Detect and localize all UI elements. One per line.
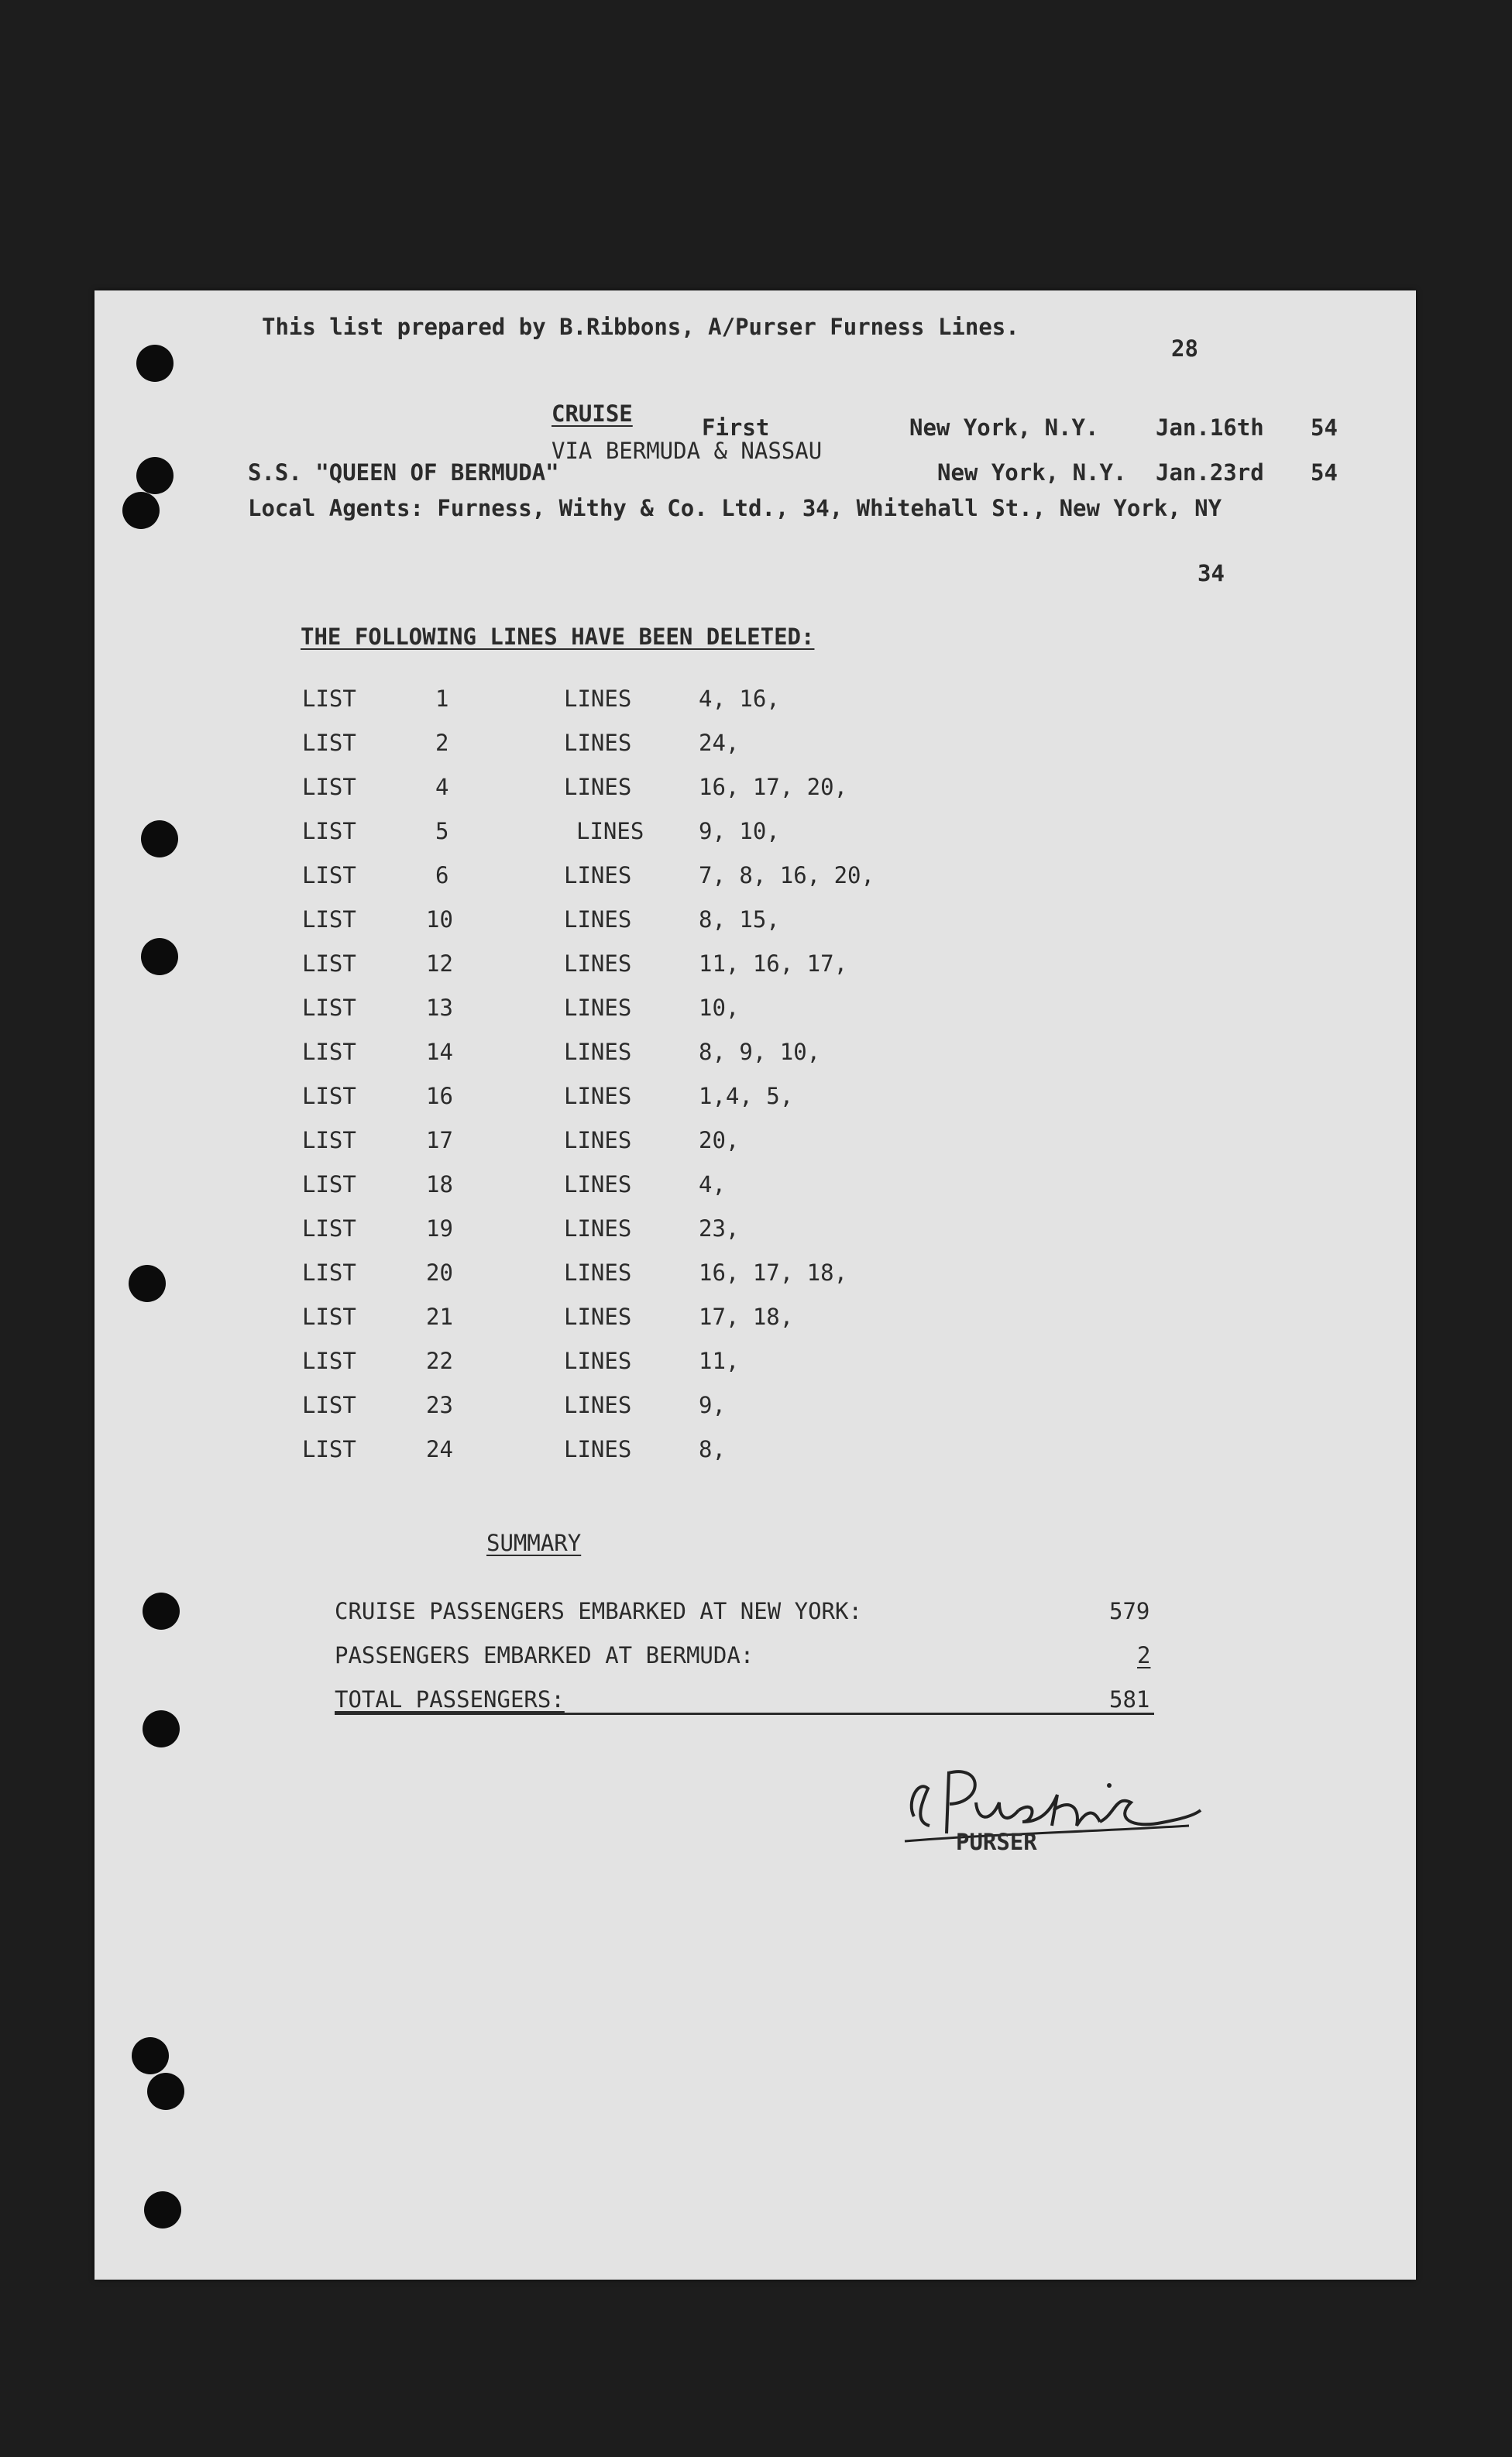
row-line-values: 7, 8, 16, 20,	[699, 862, 875, 888]
row-list-label: LIST	[302, 1039, 356, 1065]
row-list-label: LIST	[302, 818, 356, 844]
row-list-number: 17	[426, 1127, 453, 1153]
punch-hole	[136, 457, 174, 494]
row-list-number: 23	[426, 1392, 453, 1418]
return-place: New York, N.Y.	[937, 459, 1127, 486]
row-line-values: 23,	[699, 1215, 740, 1242]
punch-hole	[143, 1593, 180, 1630]
deleted-row	[94, 1127, 1024, 1158]
row-line-values: 4, 16,	[699, 686, 780, 712]
deleted-row	[94, 950, 1024, 981]
row-line-values: 8,	[699, 1436, 726, 1462]
row-list-label: LIST	[302, 1171, 356, 1198]
row-lines-label: LINES	[576, 818, 644, 844]
deleted-row	[94, 1039, 1024, 1070]
row-line-values: 16, 17, 20,	[699, 774, 848, 800]
purser-signature	[883, 1748, 1208, 1864]
row-line-values: 11,	[699, 1348, 740, 1374]
row-list-number: 19	[426, 1215, 453, 1242]
punch-hole	[144, 2191, 181, 2228]
document-page	[94, 290, 1416, 2280]
row-lines-label: LINES	[564, 686, 632, 712]
row-line-values: 10,	[699, 995, 740, 1021]
row-list-number: 10	[426, 906, 453, 933]
row-list-number: 22	[426, 1348, 453, 1374]
row-lines-label: LINES	[564, 862, 632, 888]
deleted-row	[94, 1392, 1024, 1423]
row-list-label: LIST	[302, 950, 356, 977]
row-list-number: 4	[435, 774, 449, 800]
row-line-values: 16, 17, 18,	[699, 1259, 848, 1286]
deleted-row	[94, 995, 1024, 1026]
row-list-number: 2	[435, 730, 449, 756]
row-lines-label: LINES	[564, 1259, 632, 1286]
total-rule	[335, 1713, 1154, 1715]
row-line-values: 8, 15,	[699, 906, 780, 933]
row-line-values: 24,	[699, 730, 740, 756]
page-number: 28	[1171, 335, 1198, 362]
row-line-values: 8, 9, 10,	[699, 1039, 821, 1065]
punch-hole	[136, 345, 174, 382]
return-date: Jan.23rd	[1156, 459, 1264, 486]
depart-year: 54	[1311, 414, 1338, 441]
row-list-label: LIST	[302, 774, 356, 800]
deleted-row	[94, 1436, 1024, 1467]
class-label: First	[702, 414, 770, 441]
row-list-label: LIST	[302, 1392, 356, 1418]
row-list-label: LIST	[302, 1348, 356, 1374]
row-lines-label: LINES	[564, 906, 632, 933]
row-line-values: 1,4, 5,	[699, 1083, 794, 1109]
prepared-by-line: This list prepared by B.Ribbons, A/Purser Furness Lines.	[262, 314, 1019, 340]
local-agents: Local Agents: Furness, Withy & Co. Ltd., 34, Whitehall St., New York, NY	[248, 495, 1222, 521]
row-lines-label: LINES	[564, 730, 632, 756]
depart-place: New York, N.Y.	[909, 414, 1099, 441]
row-list-number: 16	[426, 1083, 453, 1109]
summary-label-total: TOTAL PASSENGERS:	[335, 1686, 565, 1713]
row-lines-label: LINES	[564, 995, 632, 1021]
row-list-label: LIST	[302, 862, 356, 888]
row-lines-label: LINES	[564, 1171, 632, 1198]
row-list-label: LIST	[302, 906, 356, 933]
row-line-values: 4,	[699, 1171, 726, 1198]
row-list-label: LIST	[302, 730, 356, 756]
return-year: 54	[1311, 459, 1338, 486]
deleted-row	[94, 818, 1024, 849]
sheet-number: 34	[1198, 560, 1225, 586]
punch-hole	[147, 2073, 184, 2110]
deleted-row	[94, 1215, 1024, 1246]
row-lines-label: LINES	[564, 1304, 632, 1330]
deleted-row	[94, 1259, 1024, 1290]
punch-hole	[132, 2037, 169, 2074]
row-list-number: 24	[426, 1436, 453, 1462]
summary-value-total: 581	[1109, 1686, 1150, 1713]
row-list-number: 13	[426, 995, 453, 1021]
row-list-label: LIST	[302, 1436, 356, 1462]
row-list-number: 21	[426, 1304, 453, 1330]
row-line-values: 17, 18,	[699, 1304, 794, 1330]
deleted-row	[94, 862, 1024, 893]
row-lines-label: LINES	[564, 1215, 632, 1242]
row-lines-label: LINES	[564, 1436, 632, 1462]
punch-hole	[143, 1710, 180, 1747]
row-list-number: 1	[435, 686, 449, 712]
row-lines-label: LINES	[564, 1348, 632, 1374]
row-list-label: LIST	[302, 1304, 356, 1330]
punch-hole	[122, 492, 160, 529]
row-lines-label: LINES	[564, 950, 632, 977]
row-lines-label: LINES	[564, 1392, 632, 1418]
deleted-row	[94, 686, 1024, 716]
row-line-values: 9, 10,	[699, 818, 780, 844]
row-line-values: 20,	[699, 1127, 740, 1153]
cruise-label: CRUISE	[552, 400, 633, 427]
row-list-label: LIST	[302, 1083, 356, 1109]
row-list-label: LIST	[302, 1127, 356, 1153]
deleted-row	[94, 1348, 1024, 1379]
row-list-number: 5	[435, 818, 449, 844]
row-list-label: LIST	[302, 1215, 356, 1242]
row-list-number: 20	[426, 1259, 453, 1286]
deleted-row	[94, 730, 1024, 761]
summary-label-new-york: CRUISE PASSENGERS EMBARKED AT NEW YORK:	[335, 1598, 862, 1624]
deleted-row	[94, 1304, 1024, 1335]
row-list-number: 6	[435, 862, 449, 888]
deleted-row	[94, 906, 1024, 937]
depart-date: Jan.16th	[1156, 414, 1264, 441]
deleted-row	[94, 1083, 1024, 1114]
summary-heading: SUMMARY	[486, 1530, 582, 1556]
deleted-row	[94, 1171, 1024, 1202]
row-line-values: 11, 16, 17,	[699, 950, 848, 977]
row-lines-label: LINES	[564, 774, 632, 800]
summary-label-bermuda: PASSENGERS EMBARKED AT BERMUDA:	[335, 1642, 754, 1668]
row-lines-label: LINES	[564, 1039, 632, 1065]
row-lines-label: LINES	[564, 1127, 632, 1153]
row-list-number: 14	[426, 1039, 453, 1065]
deleted-row	[94, 774, 1024, 805]
row-list-label: LIST	[302, 995, 356, 1021]
summary-value-bermuda: 2	[1137, 1642, 1151, 1668]
deleted-heading: THE FOLLOWING LINES HAVE BEEN DELETED:	[301, 624, 815, 650]
row-line-values: 9,	[699, 1392, 726, 1418]
ship-name: S.S. "QUEEN OF BERMUDA"	[248, 459, 559, 486]
summary-value-new-york: 579	[1109, 1598, 1150, 1624]
purser-title: PURSER	[956, 1829, 1037, 1855]
row-list-number: 12	[426, 950, 453, 977]
row-lines-label: LINES	[564, 1083, 632, 1109]
route: VIA BERMUDA & NASSAU	[552, 438, 823, 464]
row-list-number: 18	[426, 1171, 453, 1198]
row-list-label: LIST	[302, 1259, 356, 1286]
row-list-label: LIST	[302, 686, 356, 712]
